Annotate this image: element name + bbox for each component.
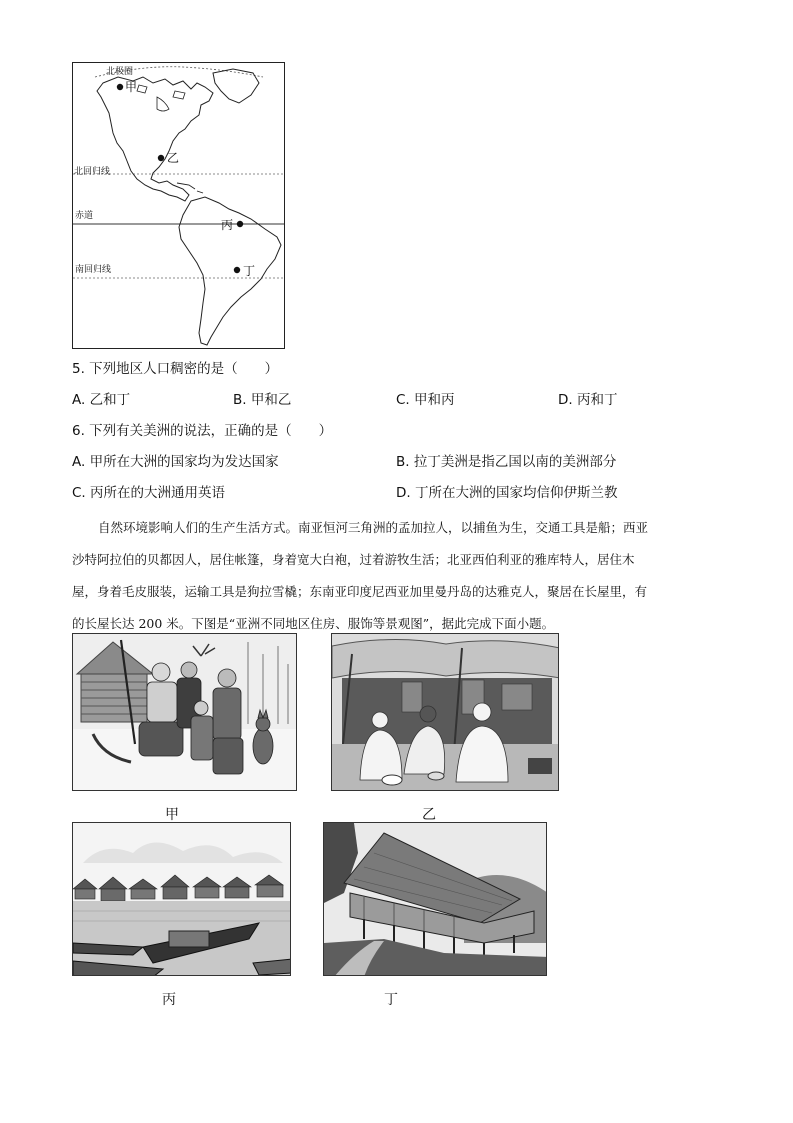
photo-bing	[72, 822, 291, 976]
point-bing-marker	[237, 221, 243, 227]
point-yi-label: 乙	[167, 151, 180, 165]
equator-label: 赤道	[75, 211, 94, 221]
q6-stem: 6. 下列有关美洲的说法，正确的是（ ）	[72, 423, 333, 439]
arctic-circle-label: 北极圈	[106, 67, 134, 77]
passage-line-3: 屋，身着毛皮服装，运输工具是狗拉雪橇；东南亚印度尼西亚加里曼丹岛的达雅克人，聚居在长屋里，有	[72, 584, 648, 599]
caption-yi: 乙	[422, 807, 436, 823]
point-ding-marker	[234, 267, 240, 273]
q6-option-b[interactable]: B. 拉丁美洲是指乙国以南的美洲部分	[396, 454, 617, 470]
point-bing-label: 丙	[221, 218, 234, 232]
photo-jia	[72, 633, 297, 791]
q6-option-a[interactable]: A. 甲所在大洲的国家均为发达国家	[72, 454, 279, 470]
photo-yi	[331, 633, 559, 791]
passage-line-4: 的长屋长达 200 米。下图是“亚洲不同地区住房、服饰等景观图”，据此完成下面小题。	[72, 616, 555, 631]
americas-map	[72, 62, 285, 349]
photo-ding	[323, 822, 547, 976]
passage-line-2: 沙特阿拉伯的贝都因人，居住帐篷，身着宽大白袍，过着游牧生活；北亚西伯利亚的雅库特人，居住木	[72, 552, 635, 567]
q5-option-c[interactable]: C. 甲和丙	[396, 392, 455, 408]
q5-option-b[interactable]: B. 甲和乙	[233, 392, 292, 408]
q6-option-d[interactable]: D. 丁所在大洲的国家均信仰伊斯兰教	[396, 485, 618, 501]
tropic-cancer-label: 北回归线	[74, 167, 111, 177]
point-yi-marker	[158, 155, 164, 161]
passage-line-1: 自然环境影响人们的生产生活方式。南亚恒河三角洲的孟加拉人，以捕鱼为生，交通工具是船；西亚	[98, 520, 649, 535]
tropic-capricorn-label: 南回归线	[75, 265, 112, 275]
q5-option-d[interactable]: D. 丙和丁	[558, 392, 618, 408]
point-jia-label: 甲	[125, 80, 138, 94]
americas-map-drawing	[73, 63, 285, 349]
north-america-shape	[97, 77, 213, 201]
q5-stem: 5. 下列地区人口稠密的是（ ）	[72, 361, 279, 377]
greenland-shape	[213, 69, 259, 103]
q5-option-a[interactable]: A. 乙和丁	[72, 392, 131, 408]
caption-bing: 丙	[162, 992, 176, 1008]
passage	[72, 512, 722, 640]
caption-ding: 丁	[384, 992, 398, 1008]
q6-option-c[interactable]: C. 丙所在的大洲通用英语	[72, 485, 226, 501]
caption-jia: 甲	[165, 807, 179, 823]
point-jia-marker	[117, 84, 123, 90]
point-ding-label: 丁	[243, 264, 256, 278]
